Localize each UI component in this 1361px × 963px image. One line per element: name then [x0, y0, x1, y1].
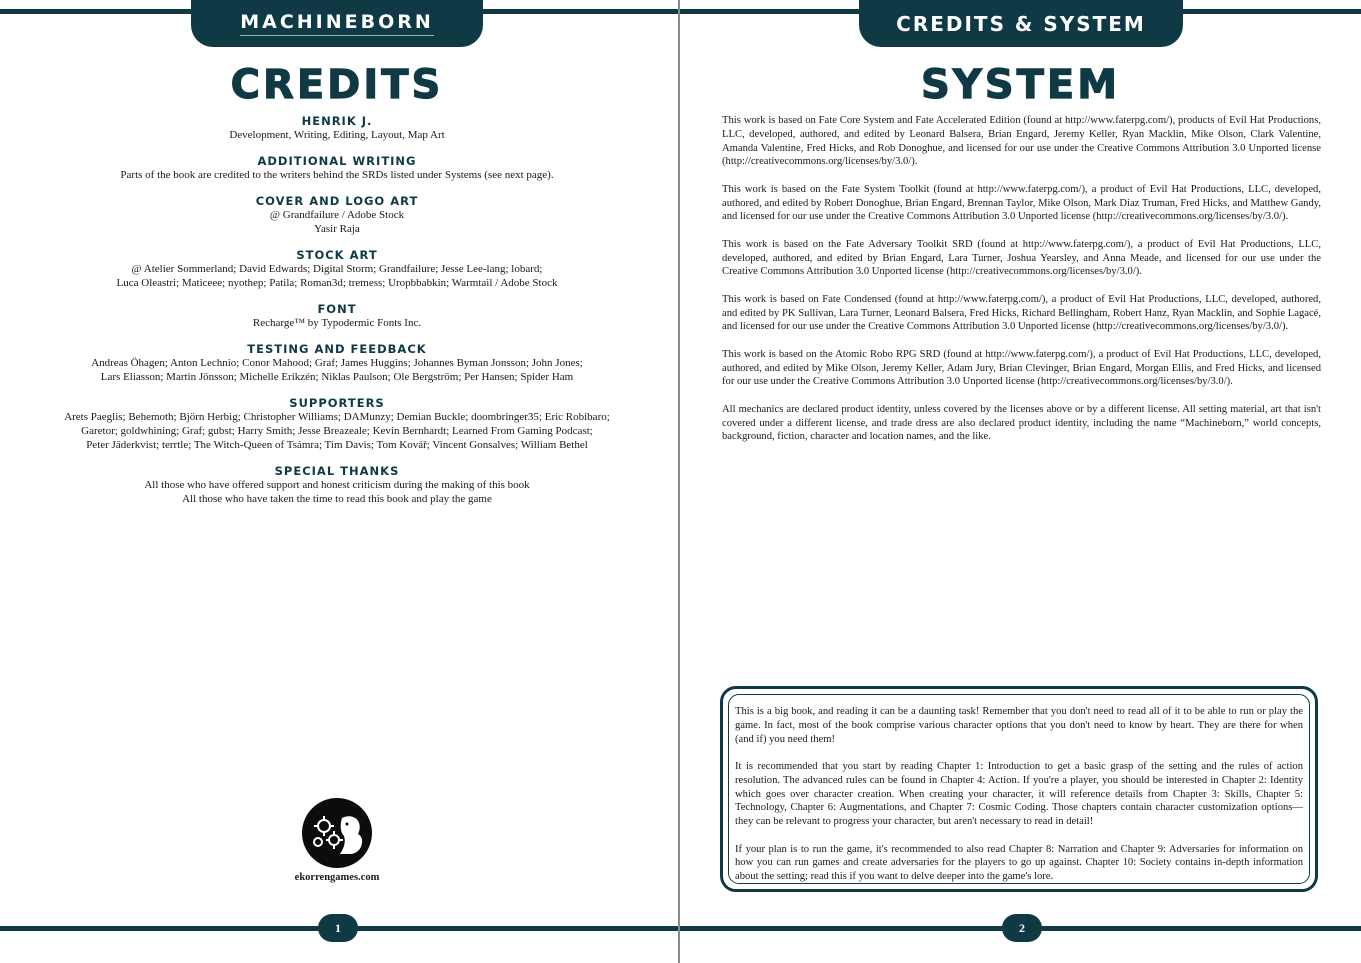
credit-heading: COVER AND LOGO ART	[255, 194, 419, 208]
credit-section	[40, 302, 634, 330]
credit-heading: SUPPORTERS	[289, 396, 385, 410]
license-paragraph: This work is based on Fate Core System and Fate Accelerated Edition (found at http://www.faterpg.com/), products of Evil Hat Productions, LLC, developed, authored, and edited by Leonard Balsera, Brian Engard, Jeremy Keller, Ryan Macklin, Mike Olson, Clark Valentine, Amanda Valentine, Fred Hicks, and Rob Donoghue, and licensed for our use under the Creative Commons Attribution 3.0 Unported license (http://creativecommons.org/licenses/by/3.0/).	[722, 115, 1321, 168]
guide-paragraph: If your plan is to run the game, it's recommended to also read Chapter 8: Narration and Chapter 9: Adversaries for information on how you can run games and create adversaries for the players to go up against. Chapter 10: Society contains in-depth information about the setting; read this if you want to delve deeper into the game's lore.	[735, 843, 1303, 883]
license-paragraph: This work is based on the Fate Adversary Toolkit SRD (found at http://www.faterpg.com/), a product of Evil Hat Productions, LLC, developed, authored, and edited by Brian Engard, Lara Turner, Joshua Yearsley, and Anna Meade, and licensed for our use under the Creative Commons Attribution 3.0 Unported license (http://creativecommons.org/licenses/by/3.0/).	[722, 238, 1321, 278]
credit-section	[40, 154, 634, 182]
credit-line: @ Grandfailure / Adobe Stock	[269, 209, 405, 221]
right-page	[680, 0, 1361, 963]
credit-section	[40, 342, 634, 384]
credit-heading: SPECIAL THANKS	[274, 464, 400, 478]
header-tab	[191, 0, 483, 47]
credit-section	[40, 194, 634, 236]
credit-line: Yasir Raja	[314, 223, 360, 235]
header-tab	[859, 0, 1183, 47]
credit-line: Andreas Öhagen; Anton Lechnio; Conor Mahood; Graf; James Huggins; Johannes Byman Jonsson; John Jones;	[91, 357, 583, 369]
product-identity-paragraph: All mechanics are declared product identity, unless covered by the licenses above or by a different license. All setting material, art that isn't covered under a different license, and trade dress are also declared product identity, including the name “Machineborn,” world concepts, background, fiction, character and location names, and the like.	[722, 403, 1321, 443]
credit-line: Luca Oleastri; Maticeee; nyothep; Patila; Roman3d; tremess; Uropbbabkin; Warmtail / Adobe Stock	[116, 277, 558, 289]
guide-paragraph: It is recommended that you start by reading Chapter 1: Introduction to get a basic grasp of the setting and the rules of action resolution. The advanced rules can be found in Chapter 4: Action. If you're a player, you should be interested in Chapter 2: Identity which goes over character creation. When creating your character, it will reference details from Chapter 3: Skills, Chapter 5: Technology, Chapter 6: Augmentations, and Chapter 7: Cosmic Coding. Those chapters contain character customization options—they can be relevant to progress your character, but aren't necessary to read in detail!	[735, 760, 1303, 828]
page-title: SYSTEM	[921, 62, 1120, 108]
license-paragraph: This work is based on Fate Condensed (found at http://www.faterpg.com/), a product of Evil Hat Productions, LLC, developed, authored, and edited by PK Sullivan, Lara Turner, Leonard Balsera, Fred Hicks, Richard Bellingham, Robert Hanz, Ryan Macklin, and Sophie Lagacé, and licensed for our use under the Creative Commons Attribution 3.0 Unported license (http://creativecommons.org/licenses/by/3.0/).	[722, 293, 1321, 333]
credit-heading: HENRIK J.	[301, 114, 373, 128]
credit-line: Lars Eliasson; Martin Jönsson; Michelle Erikzén; Niklas Paulson; Ole Bergström; Per Hansen; Spider Ham	[100, 371, 574, 383]
credit-section	[40, 464, 634, 506]
license-text	[722, 114, 1321, 458]
credit-section	[40, 248, 634, 290]
license-paragraph: This work is based on the Atomic Robo RPG SRD (found at http://www.faterpg.com/), a product of Evil Hat Productions, LLC, developed, authored, and edited by Mike Olson, Jeremy Keller, Adam Jury, Brian Clevinger, Brian Engard, Morgan Ellis, and Fred Hicks, and licensed for our use under the Creative Commons Attribution 3.0 Unported license (http://creativecommons.org/licenses/by/3.0/).	[722, 348, 1321, 388]
publisher-url: ekorrengames.com	[294, 872, 380, 883]
left-page	[0, 0, 678, 963]
credit-section	[40, 396, 634, 452]
credit-line: Garetor; goldwhining; Graf; gubst; Harry Smith; Jesse Breazeale; Kevin Bernhardt; Learned From Gaming Podcast;	[81, 425, 593, 437]
credit-heading: TESTING AND FEEDBACK	[247, 342, 427, 356]
credits-list	[40, 114, 634, 506]
publisher-logo	[278, 798, 396, 883]
credit-heading: FONT	[317, 302, 357, 316]
reading-guide-text	[735, 705, 1303, 898]
page-number: 2	[1002, 914, 1042, 942]
credit-section	[40, 114, 634, 142]
credit-line: Peter Jäderkvist; terrtle; The Witch-Queen of Tsámra; Tim Davis; Tom Kovář; Vincent Gonsalves; William Bethel	[86, 439, 588, 451]
squirrel-gears-logo-icon	[302, 798, 372, 868]
credit-line: Development, Writing, Editing, Layout, Map Art	[229, 129, 445, 141]
license-paragraph: This work is based on the Fate System Toolkit (found at http://www.faterpg.com/), a product of Evil Hat Productions, LLC, developed, authored, and edited by Robert Donoghue, Brian Engard, Brennan Taylor, Mike Olson, Mark Diaz Truman, Fred Hicks, and Matthew Gandy, and licensed for our use under the Creative Commons Attribution 3.0 Unported license (http://creativecommons.org/licenses/by/3.0/).	[722, 183, 1321, 223]
credit-heading: ADDITIONAL WRITING	[257, 154, 417, 168]
credit-line: @ Atelier Sommerland; David Edwards; Digital Storm; Grandfailure; Jesse Lee-lang; lobard;	[131, 263, 543, 275]
reading-guide-box	[720, 686, 1318, 892]
header-title: CREDITS & SYSTEM	[896, 11, 1146, 36]
credit-line: Recharge™ by Typodermic Fonts Inc.	[252, 317, 422, 329]
credit-line: Parts of the book are credited to the writers behind the SRDs listed under Systems (see next page).	[120, 169, 554, 181]
credit-heading: STOCK ART	[296, 248, 378, 262]
guide-paragraph: This is a big book, and reading it can be a daunting task! Remember that you don't need to read all of it to be able to run or play the game. In fact, most of the book comprise various character options that you don't need to know by heart. They are there for when (and if) you need them!	[735, 706, 1303, 745]
page-title: CREDITS	[230, 62, 444, 108]
credit-line: Arets Paeglis; Behemoth; Björn Herbig; Christopher Williams; DAMunzy; Demian Buckle; doombringer35; Eric Robibaro;	[64, 411, 610, 423]
page-number: 1	[318, 914, 358, 942]
header-logo: MACHINEBORN	[240, 11, 434, 36]
credit-line: All those who have offered support and honest criticism during the making of this book	[144, 479, 530, 491]
credit-line: All those who have taken the time to read this book and play the game	[182, 493, 492, 505]
